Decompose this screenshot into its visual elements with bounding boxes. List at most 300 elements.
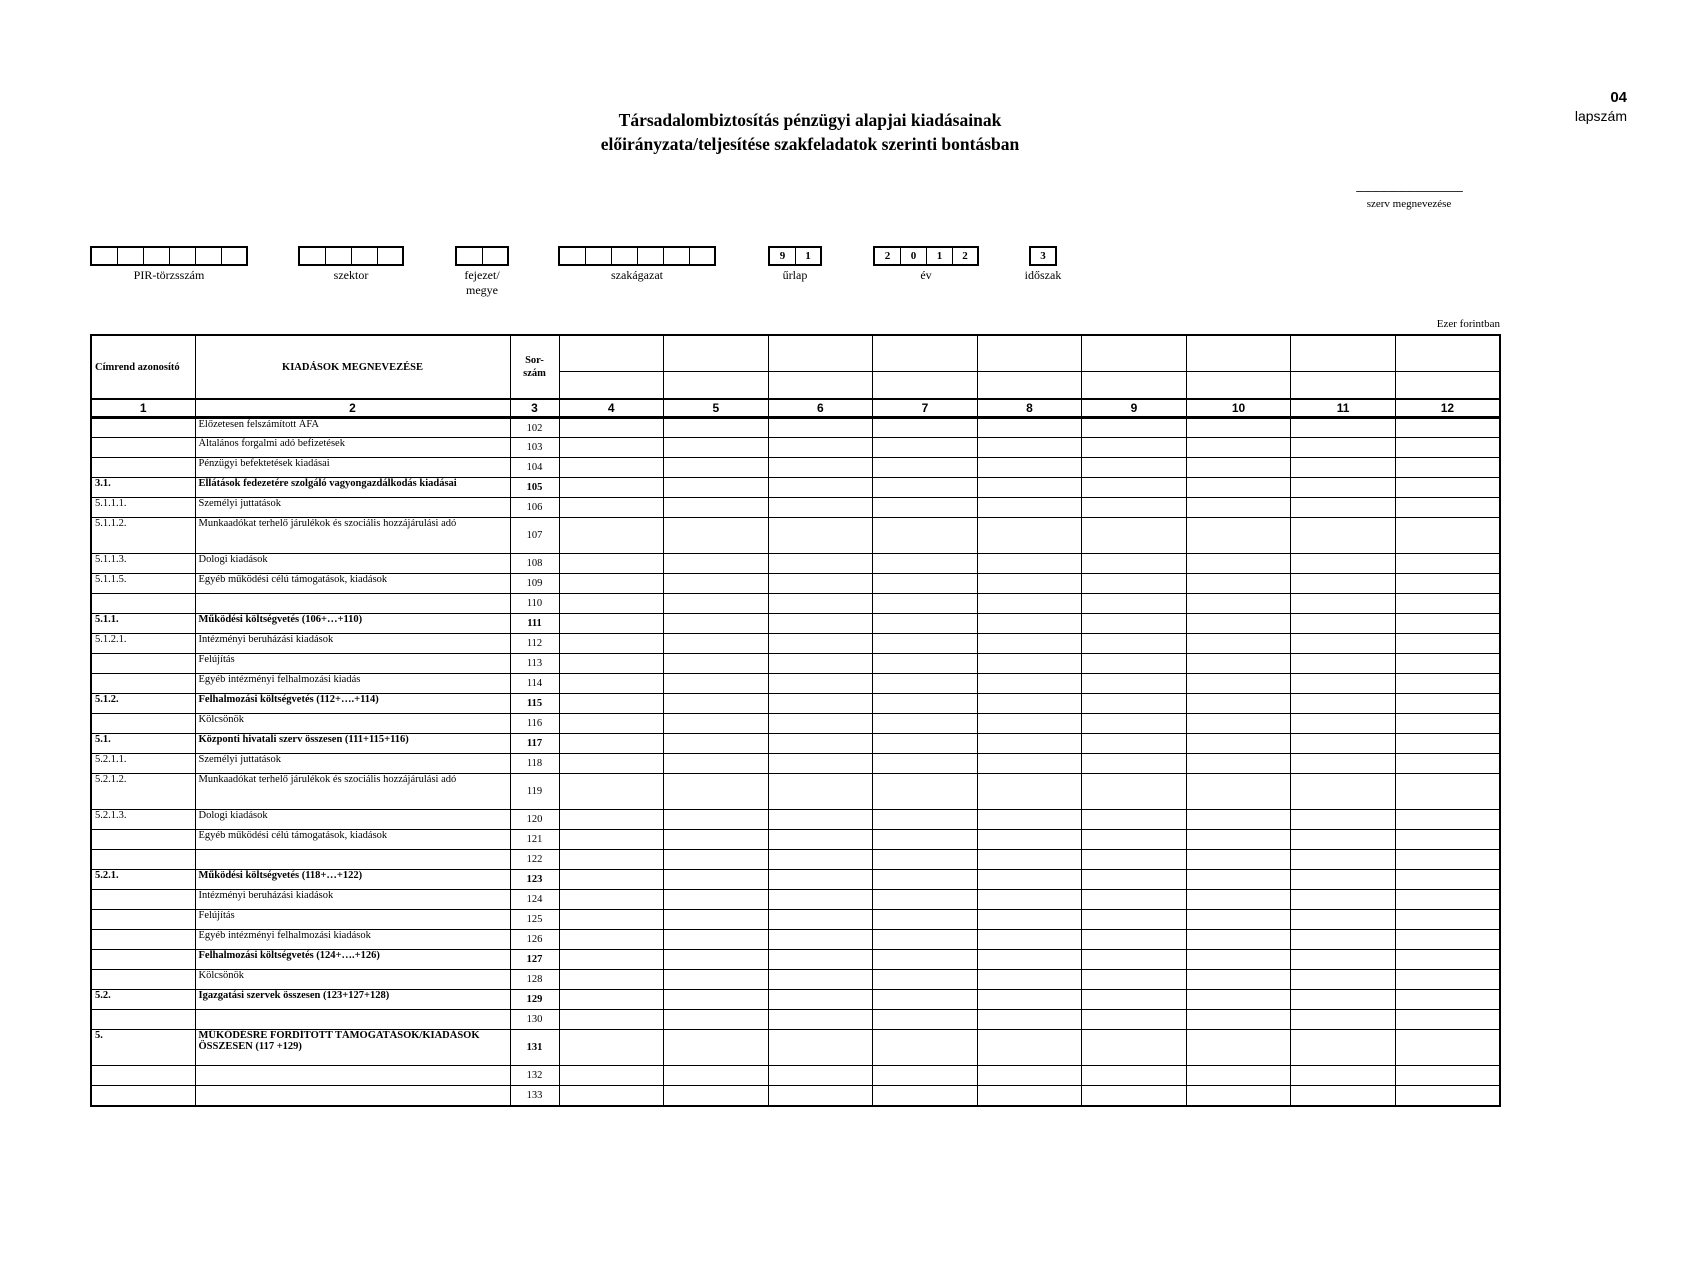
value-cell-col-7[interactable] <box>873 810 978 830</box>
value-cell-col-7[interactable] <box>873 714 978 734</box>
value-cell-col-8[interactable] <box>977 1010 1082 1030</box>
value-cell-col-6[interactable] <box>768 890 873 910</box>
value-cell-col-8[interactable] <box>977 694 1082 714</box>
header-value-col-11[interactable] <box>1291 335 1396 371</box>
value-cell-col-7[interactable] <box>873 458 978 478</box>
value-cell-col-9[interactable] <box>1082 518 1187 554</box>
value-cell-col-5[interactable] <box>664 870 769 890</box>
value-cell-col-11[interactable] <box>1291 774 1396 810</box>
value-cell-col-11[interactable] <box>1291 438 1396 458</box>
value-cell-col-8[interactable] <box>977 478 1082 498</box>
value-cell-col-9[interactable] <box>1082 458 1187 478</box>
value-cell-col-11[interactable] <box>1291 594 1396 614</box>
value-cell-col-4[interactable] <box>559 458 664 478</box>
code-box[interactable]: 2 <box>875 248 901 264</box>
value-cell-col-5[interactable] <box>664 574 769 594</box>
value-cell-col-5[interactable] <box>664 478 769 498</box>
value-cell-col-5[interactable] <box>664 614 769 634</box>
value-cell-col-9[interactable] <box>1082 694 1187 714</box>
value-cell-col-12[interactable] <box>1395 674 1500 694</box>
value-cell-col-9[interactable] <box>1082 654 1187 674</box>
value-cell-col-8[interactable] <box>977 714 1082 734</box>
value-cell-col-10[interactable] <box>1186 594 1291 614</box>
value-cell-col-12[interactable] <box>1395 1086 1500 1106</box>
value-cell-col-6[interactable] <box>768 418 873 438</box>
value-cell-col-6[interactable] <box>768 930 873 950</box>
value-cell-col-9[interactable] <box>1082 478 1187 498</box>
value-cell-col-12[interactable] <box>1395 1066 1500 1086</box>
value-cell-col-10[interactable] <box>1186 478 1291 498</box>
value-cell-col-9[interactable] <box>1082 498 1187 518</box>
organization-name-field[interactable] <box>1316 185 1502 211</box>
code-box[interactable] <box>483 248 507 264</box>
value-cell-col-11[interactable] <box>1291 498 1396 518</box>
header-value-col-4[interactable] <box>559 335 664 371</box>
value-cell-col-11[interactable] <box>1291 930 1396 950</box>
value-cell-col-11[interactable] <box>1291 574 1396 594</box>
value-cell-col-4[interactable] <box>559 774 664 810</box>
value-cell-col-11[interactable] <box>1291 830 1396 850</box>
value-cell-col-9[interactable] <box>1082 870 1187 890</box>
value-cell-col-12[interactable] <box>1395 694 1500 714</box>
code-box[interactable] <box>586 248 612 264</box>
header-subcells-col-11[interactable] <box>1291 371 1396 399</box>
value-cell-col-6[interactable] <box>768 674 873 694</box>
value-cell-col-10[interactable] <box>1186 614 1291 634</box>
value-cell-col-8[interactable] <box>977 1066 1082 1086</box>
value-cell-col-5[interactable] <box>664 850 769 870</box>
value-cell-col-10[interactable] <box>1186 734 1291 754</box>
value-cell-col-5[interactable] <box>664 1066 769 1086</box>
value-cell-col-9[interactable] <box>1082 674 1187 694</box>
value-cell-col-7[interactable] <box>873 1086 978 1106</box>
value-cell-col-8[interactable] <box>977 458 1082 478</box>
value-cell-col-7[interactable] <box>873 734 978 754</box>
header-subcells-col-12[interactable] <box>1395 371 1500 399</box>
value-cell-col-11[interactable] <box>1291 870 1396 890</box>
value-cell-col-4[interactable] <box>559 950 664 970</box>
value-cell-col-4[interactable] <box>559 830 664 850</box>
value-cell-col-5[interactable] <box>664 458 769 478</box>
code-box[interactable] <box>170 248 196 264</box>
value-cell-col-5[interactable] <box>664 674 769 694</box>
value-cell-col-7[interactable] <box>873 990 978 1010</box>
value-cell-col-5[interactable] <box>664 694 769 714</box>
value-cell-col-7[interactable] <box>873 498 978 518</box>
value-cell-col-12[interactable] <box>1395 950 1500 970</box>
code-boxes[interactable] <box>298 246 404 266</box>
value-cell-col-4[interactable] <box>559 594 664 614</box>
value-cell-col-10[interactable] <box>1186 1010 1291 1030</box>
value-cell-col-9[interactable] <box>1082 714 1187 734</box>
value-cell-col-4[interactable] <box>559 1010 664 1030</box>
value-cell-col-8[interactable] <box>977 438 1082 458</box>
organization-name-line[interactable]: ---------------------------------------- <box>1355 185 1463 197</box>
value-cell-col-8[interactable] <box>977 654 1082 674</box>
value-cell-col-7[interactable] <box>873 438 978 458</box>
value-cell-col-10[interactable] <box>1186 890 1291 910</box>
value-cell-col-4[interactable] <box>559 634 664 654</box>
value-cell-col-7[interactable] <box>873 674 978 694</box>
value-cell-col-9[interactable] <box>1082 774 1187 810</box>
value-cell-col-11[interactable] <box>1291 694 1396 714</box>
value-cell-col-11[interactable] <box>1291 970 1396 990</box>
value-cell-col-8[interactable] <box>977 910 1082 930</box>
value-cell-col-9[interactable] <box>1082 910 1187 930</box>
value-cell-col-7[interactable] <box>873 694 978 714</box>
value-cell-col-5[interactable] <box>664 518 769 554</box>
value-cell-col-5[interactable] <box>664 594 769 614</box>
value-cell-col-10[interactable] <box>1186 1066 1291 1086</box>
value-cell-col-8[interactable] <box>977 754 1082 774</box>
value-cell-col-9[interactable] <box>1082 810 1187 830</box>
header-value-col-6[interactable] <box>768 335 873 371</box>
value-cell-col-11[interactable] <box>1291 1066 1396 1086</box>
code-box[interactable]: 0 <box>901 248 927 264</box>
value-cell-col-12[interactable] <box>1395 498 1500 518</box>
value-cell-col-12[interactable] <box>1395 1010 1500 1030</box>
value-cell-col-6[interactable] <box>768 714 873 734</box>
value-cell-col-7[interactable] <box>873 574 978 594</box>
value-cell-col-12[interactable] <box>1395 478 1500 498</box>
value-cell-col-6[interactable] <box>768 654 873 674</box>
value-cell-col-4[interactable] <box>559 518 664 554</box>
value-cell-col-10[interactable] <box>1186 654 1291 674</box>
value-cell-col-11[interactable] <box>1291 714 1396 734</box>
header-subcells-col-9[interactable] <box>1082 371 1187 399</box>
value-cell-col-6[interactable] <box>768 910 873 930</box>
value-cell-col-8[interactable] <box>977 594 1082 614</box>
value-cell-col-10[interactable] <box>1186 870 1291 890</box>
value-cell-col-7[interactable] <box>873 950 978 970</box>
value-cell-col-12[interactable] <box>1395 990 1500 1010</box>
value-cell-col-4[interactable] <box>559 970 664 990</box>
value-cell-col-12[interactable] <box>1395 554 1500 574</box>
value-cell-col-8[interactable] <box>977 830 1082 850</box>
value-cell-col-10[interactable] <box>1186 554 1291 574</box>
value-cell-col-8[interactable] <box>977 634 1082 654</box>
value-cell-col-4[interactable] <box>559 930 664 950</box>
value-cell-col-8[interactable] <box>977 774 1082 810</box>
value-cell-col-4[interactable] <box>559 554 664 574</box>
value-cell-col-12[interactable] <box>1395 850 1500 870</box>
value-cell-col-11[interactable] <box>1291 554 1396 574</box>
value-cell-col-6[interactable] <box>768 554 873 574</box>
value-cell-col-11[interactable] <box>1291 910 1396 930</box>
value-cell-col-8[interactable] <box>977 1030 1082 1066</box>
code-boxes[interactable] <box>90 246 248 266</box>
value-cell-col-8[interactable] <box>977 734 1082 754</box>
value-cell-col-12[interactable] <box>1395 634 1500 654</box>
code-boxes[interactable] <box>455 246 509 266</box>
value-cell-col-7[interactable] <box>873 850 978 870</box>
value-cell-col-4[interactable] <box>559 1086 664 1106</box>
value-cell-col-11[interactable] <box>1291 518 1396 554</box>
value-cell-col-10[interactable] <box>1186 1086 1291 1106</box>
value-cell-col-8[interactable] <box>977 870 1082 890</box>
value-cell-col-9[interactable] <box>1082 1086 1187 1106</box>
header-subcells-col-5[interactable] <box>664 371 769 399</box>
value-cell-col-8[interactable] <box>977 674 1082 694</box>
value-cell-col-12[interactable] <box>1395 1030 1500 1066</box>
value-cell-col-7[interactable] <box>873 754 978 774</box>
value-cell-col-7[interactable] <box>873 910 978 930</box>
value-cell-col-10[interactable] <box>1186 518 1291 554</box>
header-value-col-12[interactable] <box>1395 335 1500 371</box>
value-cell-col-5[interactable] <box>664 930 769 950</box>
value-cell-col-11[interactable] <box>1291 950 1396 970</box>
value-cell-col-4[interactable] <box>559 890 664 910</box>
code-box[interactable] <box>378 248 402 264</box>
value-cell-col-6[interactable] <box>768 438 873 458</box>
value-cell-col-11[interactable] <box>1291 1010 1396 1030</box>
value-cell-col-7[interactable] <box>873 594 978 614</box>
value-cell-col-4[interactable] <box>559 850 664 870</box>
value-cell-col-9[interactable] <box>1082 634 1187 654</box>
value-cell-col-12[interactable] <box>1395 830 1500 850</box>
header-value-col-5[interactable] <box>664 335 769 371</box>
value-cell-col-5[interactable] <box>664 774 769 810</box>
value-cell-col-8[interactable] <box>977 950 1082 970</box>
value-cell-col-6[interactable] <box>768 1066 873 1086</box>
value-cell-col-7[interactable] <box>873 418 978 438</box>
value-cell-col-8[interactable] <box>977 518 1082 554</box>
value-cell-col-5[interactable] <box>664 498 769 518</box>
value-cell-col-12[interactable] <box>1395 574 1500 594</box>
code-box[interactable] <box>612 248 638 264</box>
value-cell-col-9[interactable] <box>1082 438 1187 458</box>
value-cell-col-8[interactable] <box>977 418 1082 438</box>
code-box[interactable] <box>560 248 586 264</box>
value-cell-col-6[interactable] <box>768 458 873 478</box>
value-cell-col-12[interactable] <box>1395 930 1500 950</box>
value-cell-col-5[interactable] <box>664 754 769 774</box>
value-cell-col-5[interactable] <box>664 554 769 574</box>
value-cell-col-12[interactable] <box>1395 594 1500 614</box>
value-cell-col-12[interactable] <box>1395 734 1500 754</box>
value-cell-col-4[interactable] <box>559 694 664 714</box>
value-cell-col-10[interactable] <box>1186 674 1291 694</box>
header-value-col-7[interactable] <box>873 335 978 371</box>
value-cell-col-11[interactable] <box>1291 478 1396 498</box>
value-cell-col-10[interactable] <box>1186 970 1291 990</box>
value-cell-col-7[interactable] <box>873 1010 978 1030</box>
value-cell-col-5[interactable] <box>664 810 769 830</box>
value-cell-col-6[interactable] <box>768 1010 873 1030</box>
value-cell-col-12[interactable] <box>1395 754 1500 774</box>
value-cell-col-4[interactable] <box>559 614 664 634</box>
value-cell-col-7[interactable] <box>873 478 978 498</box>
value-cell-col-9[interactable] <box>1082 614 1187 634</box>
value-cell-col-11[interactable] <box>1291 990 1396 1010</box>
code-box[interactable]: 1 <box>805 250 811 262</box>
value-cell-col-6[interactable] <box>768 810 873 830</box>
value-cell-col-9[interactable] <box>1082 1030 1187 1066</box>
value-cell-col-10[interactable] <box>1186 774 1291 810</box>
code-box[interactable] <box>690 248 714 264</box>
value-cell-col-6[interactable] <box>768 850 873 870</box>
value-cell-col-12[interactable] <box>1395 418 1500 438</box>
value-cell-col-5[interactable] <box>664 1030 769 1066</box>
value-cell-col-12[interactable] <box>1395 614 1500 634</box>
value-cell-col-4[interactable] <box>559 438 664 458</box>
value-cell-col-6[interactable] <box>768 774 873 810</box>
value-cell-col-10[interactable] <box>1186 1030 1291 1066</box>
value-cell-col-5[interactable] <box>664 714 769 734</box>
value-cell-col-5[interactable] <box>664 734 769 754</box>
value-cell-col-9[interactable] <box>1082 1066 1187 1086</box>
value-cell-col-12[interactable] <box>1395 890 1500 910</box>
value-cell-col-9[interactable] <box>1082 850 1187 870</box>
value-cell-col-4[interactable] <box>559 754 664 774</box>
value-cell-col-11[interactable] <box>1291 810 1396 830</box>
value-cell-col-6[interactable] <box>768 1086 873 1106</box>
value-cell-col-4[interactable] <box>559 674 664 694</box>
value-cell-col-9[interactable] <box>1082 594 1187 614</box>
value-cell-col-11[interactable] <box>1291 754 1396 774</box>
code-box[interactable]: 2 <box>962 250 968 262</box>
value-cell-col-4[interactable] <box>559 1066 664 1086</box>
value-cell-col-4[interactable] <box>559 498 664 518</box>
code-box[interactable]: 3 <box>1040 250 1046 262</box>
value-cell-col-7[interactable] <box>873 970 978 990</box>
value-cell-col-7[interactable] <box>873 634 978 654</box>
value-cell-col-12[interactable] <box>1395 438 1500 458</box>
code-box[interactable] <box>664 248 690 264</box>
value-cell-col-12[interactable] <box>1395 714 1500 734</box>
header-subcells-col-4[interactable] <box>559 371 664 399</box>
value-cell-col-12[interactable] <box>1395 870 1500 890</box>
value-cell-col-6[interactable] <box>768 498 873 518</box>
value-cell-col-8[interactable] <box>977 810 1082 830</box>
value-cell-col-10[interactable] <box>1186 574 1291 594</box>
header-subcells-col-8[interactable] <box>977 371 1082 399</box>
value-cell-col-11[interactable] <box>1291 458 1396 478</box>
code-boxes[interactable] <box>873 246 979 266</box>
value-cell-col-4[interactable] <box>559 418 664 438</box>
value-cell-col-9[interactable] <box>1082 830 1187 850</box>
value-cell-col-9[interactable] <box>1082 930 1187 950</box>
value-cell-col-6[interactable] <box>768 594 873 614</box>
value-cell-col-8[interactable] <box>977 990 1082 1010</box>
value-cell-col-9[interactable] <box>1082 970 1187 990</box>
value-cell-col-10[interactable] <box>1186 458 1291 478</box>
value-cell-col-6[interactable] <box>768 574 873 594</box>
value-cell-col-7[interactable] <box>873 518 978 554</box>
value-cell-col-6[interactable] <box>768 634 873 654</box>
value-cell-col-6[interactable] <box>768 734 873 754</box>
value-cell-col-11[interactable] <box>1291 890 1396 910</box>
header-value-col-10[interactable] <box>1186 335 1291 371</box>
value-cell-col-9[interactable] <box>1082 734 1187 754</box>
code-boxes[interactable] <box>768 246 822 266</box>
value-cell-col-10[interactable] <box>1186 498 1291 518</box>
value-cell-col-8[interactable] <box>977 890 1082 910</box>
header-subcells-col-10[interactable] <box>1186 371 1291 399</box>
code-box[interactable]: 1 <box>927 248 953 264</box>
value-cell-col-7[interactable] <box>873 930 978 950</box>
value-cell-col-4[interactable] <box>559 990 664 1010</box>
value-cell-col-9[interactable] <box>1082 554 1187 574</box>
value-cell-col-4[interactable] <box>559 574 664 594</box>
value-cell-col-7[interactable] <box>873 890 978 910</box>
value-cell-col-7[interactable] <box>873 774 978 810</box>
value-cell-col-5[interactable] <box>664 950 769 970</box>
value-cell-col-10[interactable] <box>1186 754 1291 774</box>
value-cell-col-7[interactable] <box>873 870 978 890</box>
value-cell-col-5[interactable] <box>664 418 769 438</box>
value-cell-col-4[interactable] <box>559 654 664 674</box>
value-cell-col-9[interactable] <box>1082 754 1187 774</box>
value-cell-col-10[interactable] <box>1186 694 1291 714</box>
value-cell-col-8[interactable] <box>977 970 1082 990</box>
value-cell-col-9[interactable] <box>1082 890 1187 910</box>
value-cell-col-6[interactable] <box>768 614 873 634</box>
value-cell-col-12[interactable] <box>1395 774 1500 810</box>
value-cell-col-5[interactable] <box>664 890 769 910</box>
value-cell-col-4[interactable] <box>559 714 664 734</box>
value-cell-col-8[interactable] <box>977 850 1082 870</box>
value-cell-col-6[interactable] <box>768 518 873 554</box>
value-cell-col-12[interactable] <box>1395 654 1500 674</box>
code-box[interactable] <box>352 248 378 264</box>
value-cell-col-5[interactable] <box>664 910 769 930</box>
value-cell-col-7[interactable] <box>873 654 978 674</box>
value-cell-col-11[interactable] <box>1291 614 1396 634</box>
value-cell-col-12[interactable] <box>1395 910 1500 930</box>
value-cell-col-10[interactable] <box>1186 714 1291 734</box>
value-cell-col-6[interactable] <box>768 694 873 714</box>
code-box[interactable] <box>196 248 222 264</box>
value-cell-col-6[interactable] <box>768 1030 873 1066</box>
value-cell-col-12[interactable] <box>1395 518 1500 554</box>
value-cell-col-9[interactable] <box>1082 418 1187 438</box>
value-cell-col-5[interactable] <box>664 830 769 850</box>
value-cell-col-10[interactable] <box>1186 950 1291 970</box>
value-cell-col-7[interactable] <box>873 1066 978 1086</box>
value-cell-col-12[interactable] <box>1395 970 1500 990</box>
value-cell-col-6[interactable] <box>768 950 873 970</box>
value-cell-col-9[interactable] <box>1082 574 1187 594</box>
value-cell-col-12[interactable] <box>1395 810 1500 830</box>
value-cell-col-8[interactable] <box>977 554 1082 574</box>
value-cell-col-8[interactable] <box>977 614 1082 634</box>
value-cell-col-4[interactable] <box>559 810 664 830</box>
value-cell-col-7[interactable] <box>873 614 978 634</box>
value-cell-col-11[interactable] <box>1291 734 1396 754</box>
value-cell-col-11[interactable] <box>1291 654 1396 674</box>
value-cell-col-8[interactable] <box>977 930 1082 950</box>
header-subcells-col-6[interactable] <box>768 371 873 399</box>
value-cell-col-7[interactable] <box>873 1030 978 1066</box>
value-cell-col-5[interactable] <box>664 1086 769 1106</box>
code-box[interactable] <box>300 248 326 264</box>
value-cell-col-5[interactable] <box>664 990 769 1010</box>
value-cell-col-4[interactable] <box>559 478 664 498</box>
value-cell-col-6[interactable] <box>768 830 873 850</box>
code-boxes[interactable] <box>558 246 716 266</box>
value-cell-col-11[interactable] <box>1291 418 1396 438</box>
value-cell-col-5[interactable] <box>664 1010 769 1030</box>
value-cell-col-5[interactable] <box>664 970 769 990</box>
code-box[interactable] <box>118 248 144 264</box>
value-cell-col-6[interactable] <box>768 754 873 774</box>
code-box[interactable] <box>457 248 483 264</box>
value-cell-col-4[interactable] <box>559 910 664 930</box>
value-cell-col-11[interactable] <box>1291 850 1396 870</box>
value-cell-col-10[interactable] <box>1186 850 1291 870</box>
value-cell-col-6[interactable] <box>768 870 873 890</box>
